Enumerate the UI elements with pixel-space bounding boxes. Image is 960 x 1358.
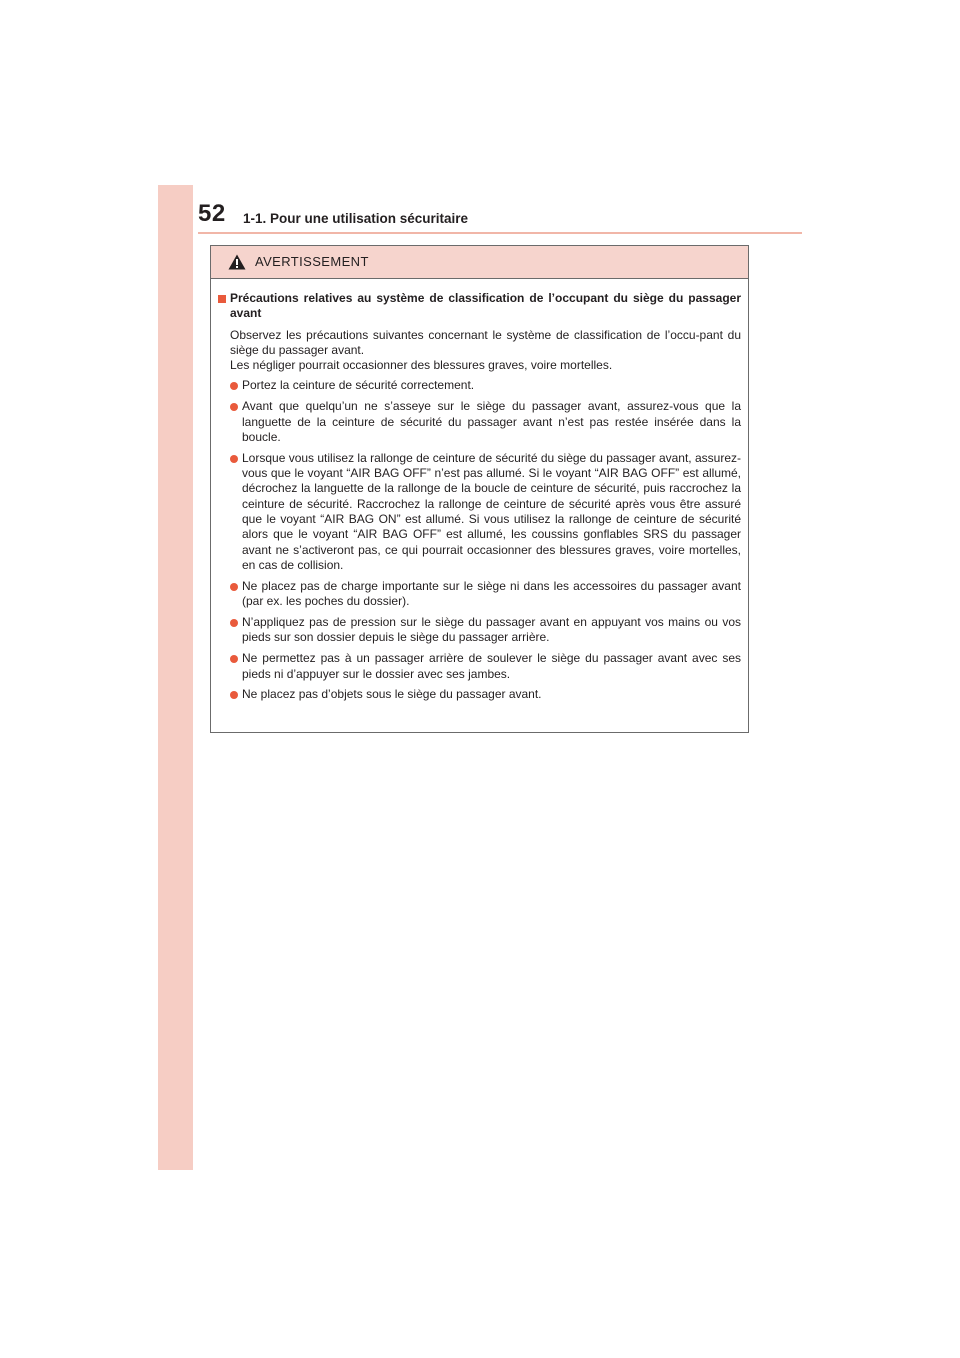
list-item [218, 378, 741, 393]
list-item [218, 687, 741, 702]
list-item [218, 615, 741, 646]
list-item [218, 399, 741, 445]
page-header [198, 200, 802, 240]
bullet-dot-icon [230, 583, 238, 591]
warning-label: AVERTISSEMENT [255, 254, 369, 269]
list-item [218, 579, 741, 610]
warning-intro [218, 328, 741, 374]
bullet-dot-icon [230, 619, 238, 627]
list-item [218, 651, 741, 682]
list-item-text: Lorsque vous utilisez la rallonge de ceinture de sécurité du siège du passager avant, assurez-vous que le voyant “AIR BAG OFF” n’est pas allumé. Si le voyant “AIR BAG OFF” est allumé, décrochez la languette de la rallonge de la boucle de ceinture de sécurité, puis raccrochez la ceinture de sécurité. Raccrochez la rallonge de ceinture de sécurité après vous être assuré que le voyant “AIR BAG ON” est allumé. Si vous utilisez la rallonge de ceinture de sécurité alors que le voyant “AIR BAG OFF” est allumé, les coussins gonflables SRS du passager avant ne s’activeront pas, ce qui pourrait occasionner des blessures graves, voire mortelles, en cas de collision. [242, 450, 741, 572]
bullet-dot-icon [230, 655, 238, 663]
warning-heading [218, 291, 741, 322]
list-item-text: Ne placez pas d’objets sous le siège du passager avant. [242, 687, 542, 702]
intro-paragraph: Observez les précautions suivantes concernant le système de classification de l’occu-pant du siège du passager avant. [230, 327, 741, 357]
header-rule [198, 232, 802, 234]
warning-body [211, 279, 748, 703]
list-item-text: Ne placez pas de charge importante sur le siège ni dans les accessoires du passager avant (par ex. les poches du dossier). [242, 578, 741, 609]
list-item-text: Portez la ceinture de sécurité correctement. [242, 378, 475, 393]
intro-paragraph: Les négliger pourrait occasionner des blessures graves, voire mortelles. [230, 358, 613, 373]
warning-heading-text: Précautions relatives au système de classification de l’occupant du siège du passager avant [230, 291, 741, 321]
list-item-text: N’appliquez pas de pression sur le siège du passager avant en appuyant vos mains ou vos pieds sur son dossier depuis le siège du passager arrière. [242, 615, 741, 645]
warning-box [210, 245, 749, 733]
page-number: 52 [198, 200, 226, 227]
list-item [218, 451, 741, 573]
bullet-dot-icon [230, 403, 238, 411]
section-title: 1-1. Pour une utilisation sécuritaire [243, 211, 469, 226]
bullet-dot-icon [230, 382, 238, 390]
precaution-list [218, 378, 741, 702]
bullet-dot-icon [230, 455, 238, 463]
list-item-text: Avant que quelqu’un ne s’asseye sur le siège du passager avant, assurez-vous que la languette de la ceinture de sécurité du passager avant n’est pas restée insérée dans la boucle. [242, 399, 741, 444]
square-bullet-icon [218, 295, 226, 303]
bullet-dot-icon [230, 691, 238, 699]
warning-triangle-icon [228, 254, 246, 270]
list-item-text: Ne permettez pas à un passager arrière de soulever le siège du passager avant avec ses pieds ni d’appuyer sur le dossier avec ses jambes. [242, 651, 741, 681]
warning-header [211, 246, 748, 279]
chapter-side-band [158, 185, 193, 1170]
